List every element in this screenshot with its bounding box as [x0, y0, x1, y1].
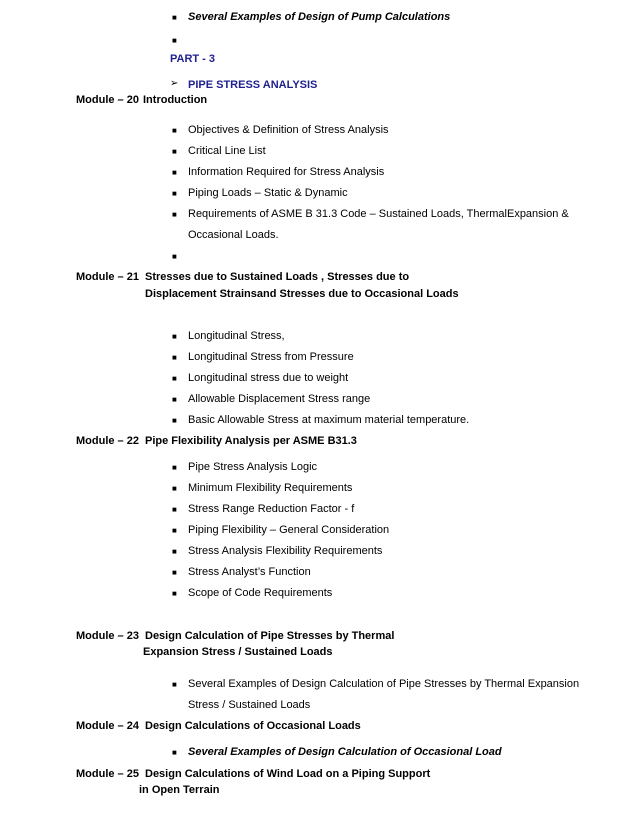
- bullet-icon: ■: [172, 147, 177, 156]
- module-label: Module – 20: [76, 94, 139, 106]
- list-item: Scope of Code Requirements: [188, 587, 333, 599]
- bullet-icon: ■: [172, 332, 177, 341]
- module-title-continued: Displacement Strainsand Stresses due to Occasional Loads: [145, 288, 459, 300]
- bullet-icon: ■: [172, 189, 177, 198]
- bullet-icon: ■: [172, 210, 177, 219]
- bullet-icon: ■: [172, 13, 177, 22]
- module-label: Module – 22: [76, 435, 139, 447]
- list-item: Minimum Flexibility Requirements: [188, 482, 353, 494]
- list-item: Stress Range Reduction Factor - f: [188, 503, 355, 515]
- bullet-icon: ■: [172, 680, 177, 689]
- list-item: Stress Analysis Flexibility Requirements: [188, 545, 383, 557]
- arrow-icon: ➢: [170, 78, 179, 89]
- list-item-continued: Occasional Loads.: [188, 229, 279, 241]
- module-title-continued: in Open Terrain: [139, 784, 220, 796]
- bullet-icon: ■: [172, 168, 177, 177]
- bullet-icon: ■: [172, 505, 177, 514]
- bullet-icon: ■: [172, 395, 177, 404]
- module-title: Design Calculations of Wind Load on a Piping Support: [145, 768, 431, 780]
- list-item: Piping Loads – Static & Dynamic: [188, 187, 348, 199]
- module-label: Module – 23: [76, 630, 139, 642]
- module-title: Introduction: [143, 94, 208, 106]
- list-item: Piping Flexibility – General Consideration: [188, 524, 390, 536]
- bullet-icon: ■: [172, 353, 177, 362]
- bullet-icon: ■: [172, 126, 177, 135]
- module-label: Module – 21: [76, 271, 139, 283]
- bullet-icon: ■: [172, 252, 177, 261]
- bullet-icon: ■: [172, 748, 177, 757]
- bullet-icon: ■: [172, 463, 177, 472]
- bullet-icon: ■: [172, 526, 177, 535]
- list-item: Requirements of ASME B 31.3 Code – Sustained Loads, ThermalExpansion &: [188, 208, 569, 220]
- module-title-continued: Expansion Stress / Sustained Loads: [143, 646, 333, 658]
- list-item: Basic Allowable Stress at maximum material temperature.: [188, 414, 470, 426]
- module-label: Module – 25: [76, 768, 139, 780]
- bullet-icon: ■: [172, 484, 177, 493]
- list-item: Information Required for Stress Analysis: [188, 166, 385, 178]
- module-title: Design Calculation of Pipe Stresses by Thermal: [145, 630, 395, 642]
- list-item: Longitudinal stress due to weight: [188, 372, 349, 384]
- list-item: Several Examples of Design Calculation of Occasional Load: [188, 746, 502, 758]
- list-item: Several Examples of Design of Pump Calculations: [188, 11, 451, 23]
- list-item: Objectives & Definition of Stress Analysis: [188, 124, 389, 136]
- list-item: Several Examples of Design Calculation of Pipe Stresses by Thermal Expansion: [188, 678, 580, 690]
- list-item: Critical Line List: [188, 145, 266, 157]
- bullet-icon: ■: [172, 374, 177, 383]
- bullet-icon: ■: [172, 568, 177, 577]
- bullet-icon: ■: [172, 589, 177, 598]
- module-title: Pipe Flexibility Analysis per ASME B31.3: [145, 435, 357, 447]
- module-title: Design Calculations of Occasional Loads: [145, 720, 361, 732]
- list-item: Pipe Stress Analysis Logic: [188, 461, 318, 473]
- bullet-icon: ■: [172, 416, 177, 425]
- module-title: Stresses due to Sustained Loads , Stresses due to: [145, 271, 410, 283]
- list-item: Longitudinal Stress from Pressure: [188, 351, 354, 363]
- bullet-icon: ■: [172, 36, 177, 45]
- module-label: Module – 24: [76, 720, 139, 732]
- list-item-continued: Stress / Sustained Loads: [188, 699, 311, 711]
- list-item: Stress Analyst’s Function: [188, 566, 311, 578]
- list-item: Longitudinal Stress,: [188, 330, 285, 342]
- list-item: Allowable Displacement Stress range: [188, 393, 371, 405]
- section-heading: PIPE STRESS ANALYSIS: [188, 79, 318, 91]
- bullet-icon: ■: [172, 547, 177, 556]
- part-heading: PART - 3: [170, 53, 216, 65]
